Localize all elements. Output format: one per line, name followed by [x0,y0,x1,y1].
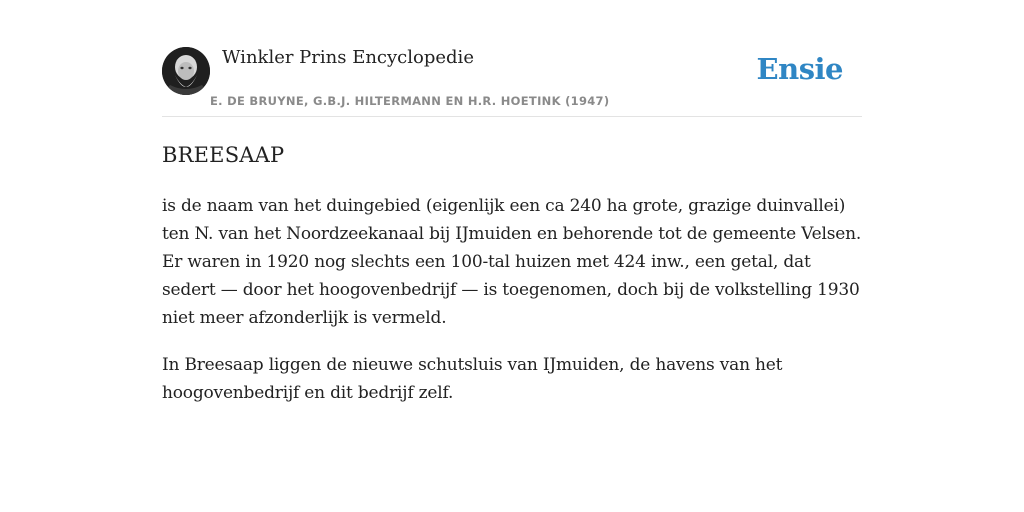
header [162,0,862,117]
portrait-icon [162,47,210,95]
publication-title[interactable]: Winkler Prins Encyclopedie [222,47,474,68]
page [162,0,862,403]
entry-body [162,192,862,426]
ensie-logo-link[interactable]: Ensie [756,52,843,86]
entry-paragraph-1: is de naam van het duingebied (eigenlijk een ca 240 ha grote, grazige duinvallei) ten N. van het Noordzeekanaal bij IJmuiden en behorende tot de gemeente Velsen. Er waren in 1920 nog slechts een 100-tal huizen met 424 inw., een getal, dat sedert — door het hoogovenbedrijf — is toegenomen, doch bij de volkstelling 1930 niet meer afzonderlijk is vermeld. [162,196,862,328]
entry-paragraph-2: In Breesaap liggen de nieuwe schutsluis van IJmuiden, de havens van het hoogovenbedrijf en dit bedrijf zelf. [162,355,783,403]
entry-title: BREESAAP [162,143,285,167]
publication-authors: E. DE BRUYNE, G.B.J. HILTERMANN EN H.R. HOETINK (1947) [210,94,610,108]
author-avatar[interactable] [162,47,210,95]
